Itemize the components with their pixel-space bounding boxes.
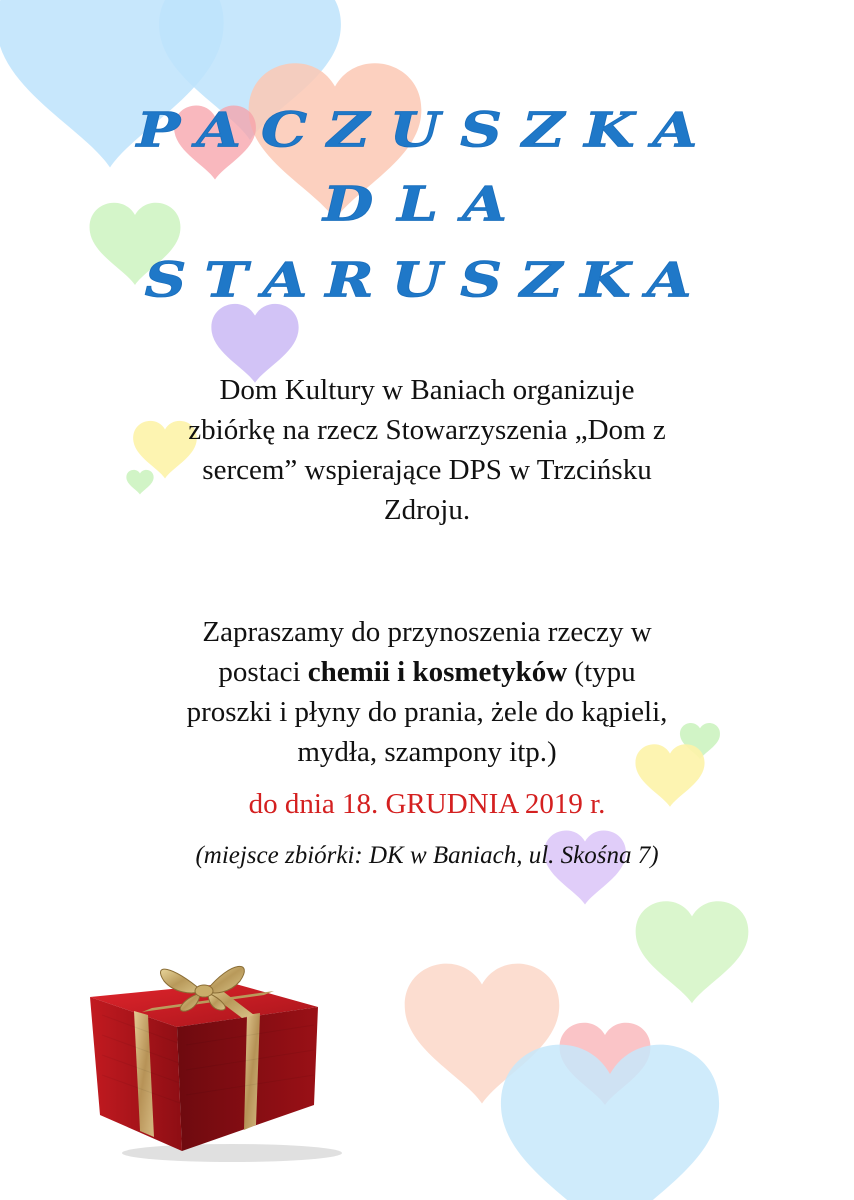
title-line-3: STARUSZKA bbox=[144, 252, 710, 308]
invite-line-suffix: (typu bbox=[567, 656, 636, 688]
invite-line: mydła, szampony itp.) bbox=[297, 736, 557, 768]
invite-line-prefix: postaci bbox=[218, 656, 308, 688]
invite-line: Zapraszamy do przynoszenia rzeczy w bbox=[202, 616, 652, 648]
invite-bold-items: chemii i kosmetyków bbox=[307, 656, 568, 688]
title-line-1: PACZUSZKA bbox=[136, 102, 718, 158]
invite-paragraph bbox=[90, 612, 764, 772]
collection-place-text: (miejsce zbiórki: DK w Baniach, ul. Skośna 7) bbox=[195, 842, 659, 869]
gift-box-icon bbox=[82, 955, 350, 1165]
intro-line: sercem” wspierające DPS w Trzcińsku bbox=[202, 454, 652, 486]
invite-line: proszki i płyny do prania, żele do kąpieli, bbox=[186, 696, 668, 728]
intro-line: Dom Kultury w Baniach organizuje bbox=[219, 374, 635, 406]
title-line-2: DLA bbox=[322, 176, 532, 232]
intro-paragraph bbox=[90, 370, 764, 530]
deadline-text: do dnia 18. GRUDNIA 2019 r. bbox=[248, 788, 606, 820]
intro-line: Zdroju. bbox=[383, 494, 471, 526]
intro-line: zbiórkę na rzecz Stowarzyszenia „Dom z bbox=[188, 414, 666, 446]
